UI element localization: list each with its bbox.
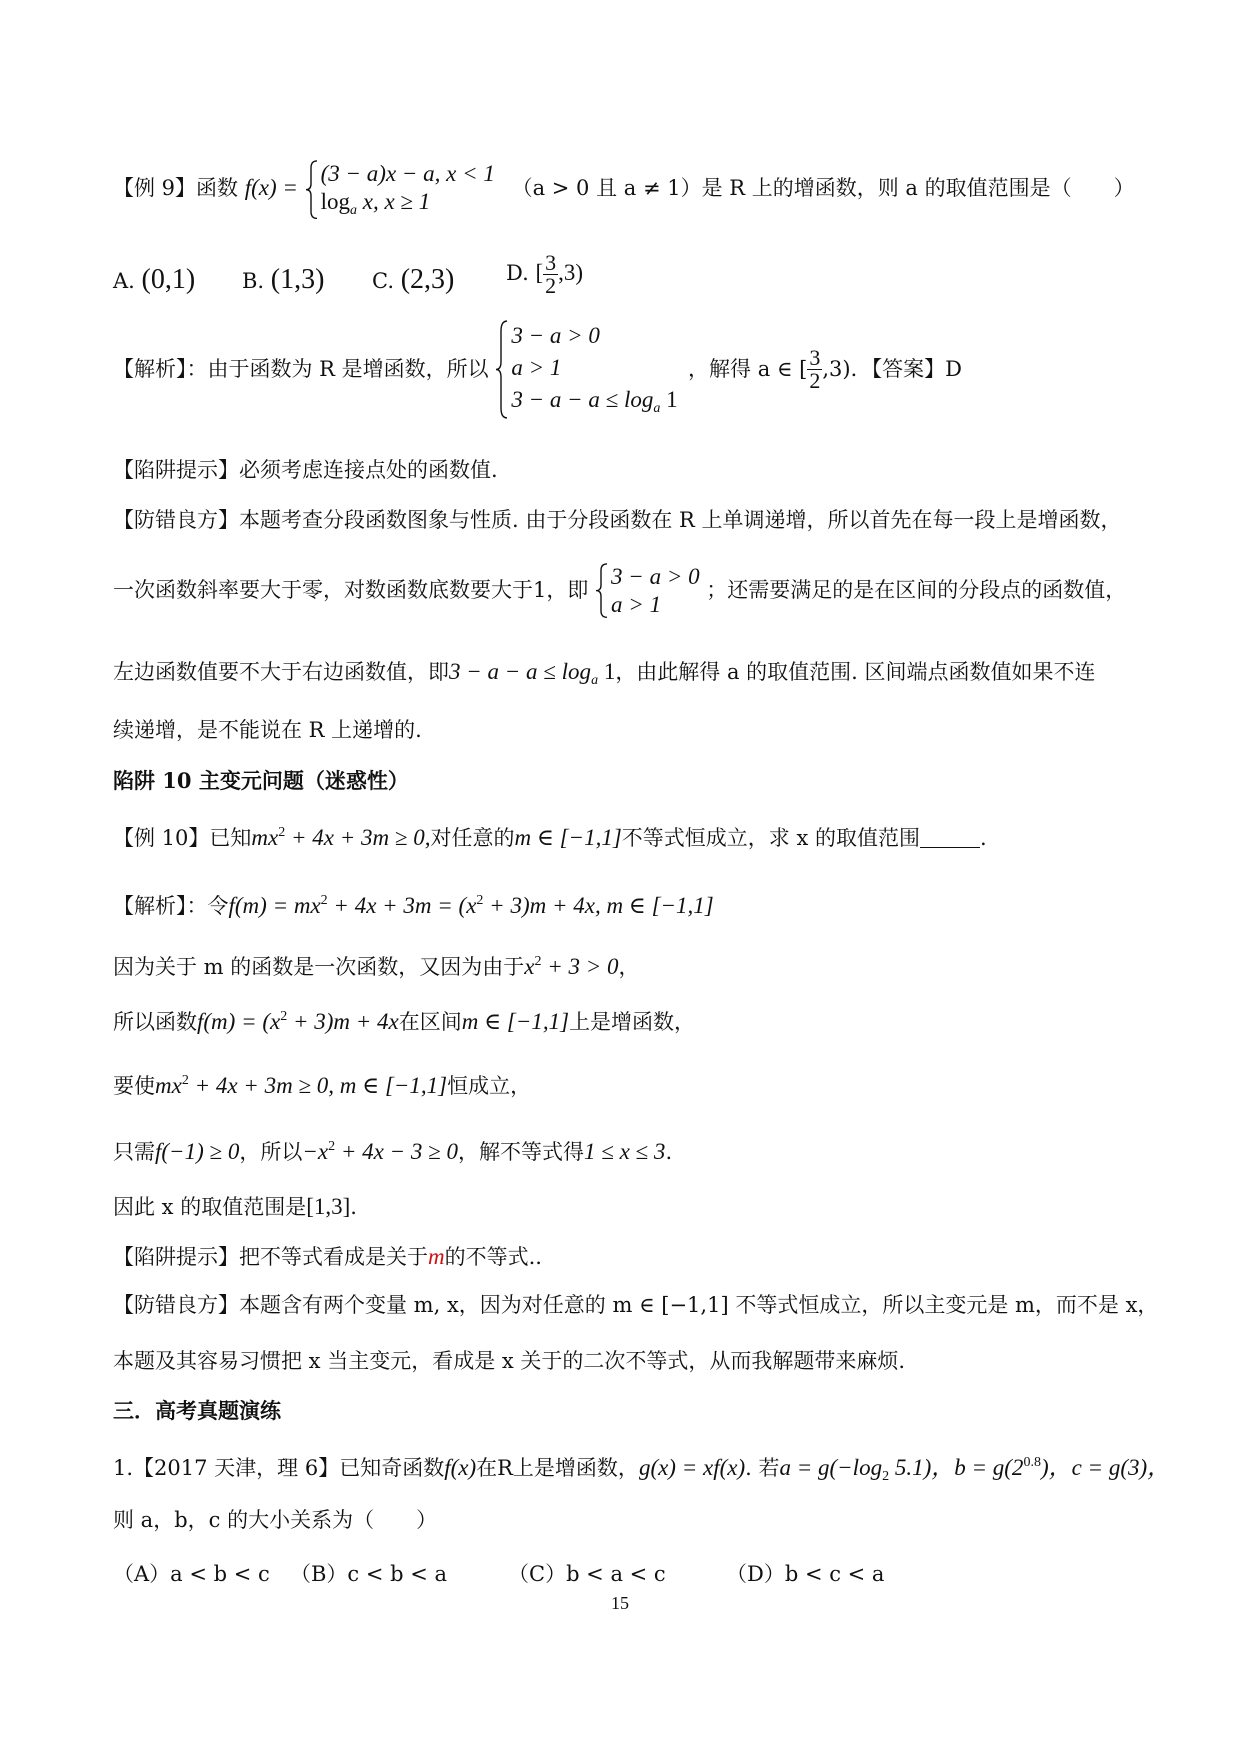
fix-9-line-2: 一次函数斜率要大于零，对数函数底数要大于1，即 3 − a > 0 a > 1 ；还需要满足的是在区间的分段点的函数值， xyxy=(113,564,1127,617)
q1-option-a: （A）a < b < c xyxy=(113,1562,270,1586)
brace-icon xyxy=(495,320,509,419)
option-b: B. (1,3) xyxy=(242,264,325,295)
fraction: $\frac{3}{2}$ xyxy=(545,250,557,298)
brace-icon xyxy=(305,160,319,219)
answer-9: ,3)．【答案】D xyxy=(822,356,962,381)
section-3-title: 三．高考真题演练 xyxy=(113,1398,281,1423)
fix-9-system: 3 − a > 0 a > 1 xyxy=(595,563,700,618)
solution-9: 【解析】：由于函数为 R 是增函数，所以 3 − a > 0 a > 1 $3 - a - a \le \log_a 1$ ，解得 a ∈ [ $\frac{3}{2}$ ,3)．【答案】D xyxy=(113,320,962,419)
example-9-condition: （a > 0 且 a ≠ 1）是 R 上的增函数，则 a 的取值范围是（ ） xyxy=(511,176,1135,201)
trap-10-title: 陷阱 10 主变元问题（迷惑性） xyxy=(113,768,409,793)
fix-9-line-3: 左边函数值要不大于右边函数值，即$3 - a - a \le \log_a 1$，由此解得 a 的取值范围. 区间端点函数值如果不连 xyxy=(113,659,1096,688)
trap-hint-10: 【陷阱提示】把不等式看成是关于m的不等式.. xyxy=(113,1244,542,1269)
question-1-line-1: 1.【2017 天津，理 6】已知奇函数f(x)在R上是增函数，g(x) = xf(x). 若$a = g(-\log_2$ 5.1)，$b = g(2^{0.8})$，c = g(3)， xyxy=(113,1455,1171,1484)
example-9-line xyxy=(113,160,1135,219)
log-base: a xyxy=(350,202,357,218)
case-1: (3 − a)x − a, x < 1 xyxy=(320,161,495,186)
q1-option-c: （C）b < a < c xyxy=(508,1562,666,1586)
solution-9-system: 3 − a > 0 a > 1 $3 - a - a \le \log_a 1$ xyxy=(495,320,681,419)
trap-hint-9: 【陷阱提示】必须考虑连接点处的函数值. xyxy=(113,458,498,482)
fix-10-line-1: 【防错良方】本题含有两个变量 m, x，因为对任意的 m ∈ [−1,1] 不等式恒成立，所以主变元是 m，而不是 x， xyxy=(113,1293,1159,1317)
case-2: x, x ≥ 1 xyxy=(357,188,431,214)
example-9-head: 【例 9】函数 xyxy=(113,176,239,201)
q1-option-b: （B）c < b < a xyxy=(290,1562,448,1586)
highlight-m: m xyxy=(428,1244,445,1269)
fraction: $\frac{3}{2}$ xyxy=(809,344,821,393)
answer-blank xyxy=(920,829,980,848)
option-a: A. (0,1) xyxy=(113,264,196,295)
fix-9-line-1: 【防错良方】本题考查分段函数图象与性质. 由于分段函数在 R 上单调递增，所以首先在每一段上是增函数， xyxy=(113,508,1122,532)
question-1-line-2: 则 a，b，c 的大小关系为（ ） xyxy=(113,1508,438,1532)
function-def: f(x) = xyxy=(244,175,298,201)
solution-10-line-2: 因为关于 m 的函数是一次函数，又因为由于$x^2 + 3 > 0$， xyxy=(113,954,640,979)
log-text: log xyxy=(320,188,350,214)
brace-icon xyxy=(595,563,609,618)
q1-option-d: （D）b < c < a xyxy=(726,1562,885,1586)
solution-10-line-1: 【解析】：令$f(m) = mx^2 + 4x + 3m = (x^2 + 3)m + 4x$, m ∈ [−1,1] xyxy=(113,893,714,918)
example-10: 【例 10】已知$mx^2 + 4x + 3m \ge 0$,对任意的m ∈ [−1,1]不等式恒成立，求 x 的取值范围 . xyxy=(113,825,987,850)
solution-10-line-4: 要使$mx^2 + 4x + 3m \ge 0$, m ∈ [−1,1]恒成立， xyxy=(113,1073,532,1098)
solution-10-line-5: 只需f(−1) ≥ 0，所以$-x^2 + 4x - 3 \ge 0$，解不等式得1 ≤ x ≤ 3. xyxy=(113,1139,673,1164)
solution-10-line-6: 因此 x 的取值范围是[1,3]. xyxy=(113,1194,357,1219)
fix-10-line-2: 本题及其容易习惯把 x 当主变元，看成是 x 关于的二次不等式，从而我解题带来麻烦. xyxy=(113,1349,906,1373)
option-c: C. (2,3) xyxy=(372,264,455,295)
fix-9-line-4: 续递增，是不能说在 R 上递增的. xyxy=(113,718,422,742)
piecewise-cases xyxy=(305,160,495,219)
option-d: D. [ $\frac{3}{2}$ ,3) xyxy=(506,250,584,298)
page-number: 15 xyxy=(611,1593,629,1613)
solution-9-head: 【解析】：由于函数为 R 是增函数，所以 xyxy=(113,356,489,381)
solution-10-line-3: 所以函数$f(m) = (x^2 + 3)m + 4x$在区间m ∈ [−1,1]上是增函数， xyxy=(113,1009,696,1034)
